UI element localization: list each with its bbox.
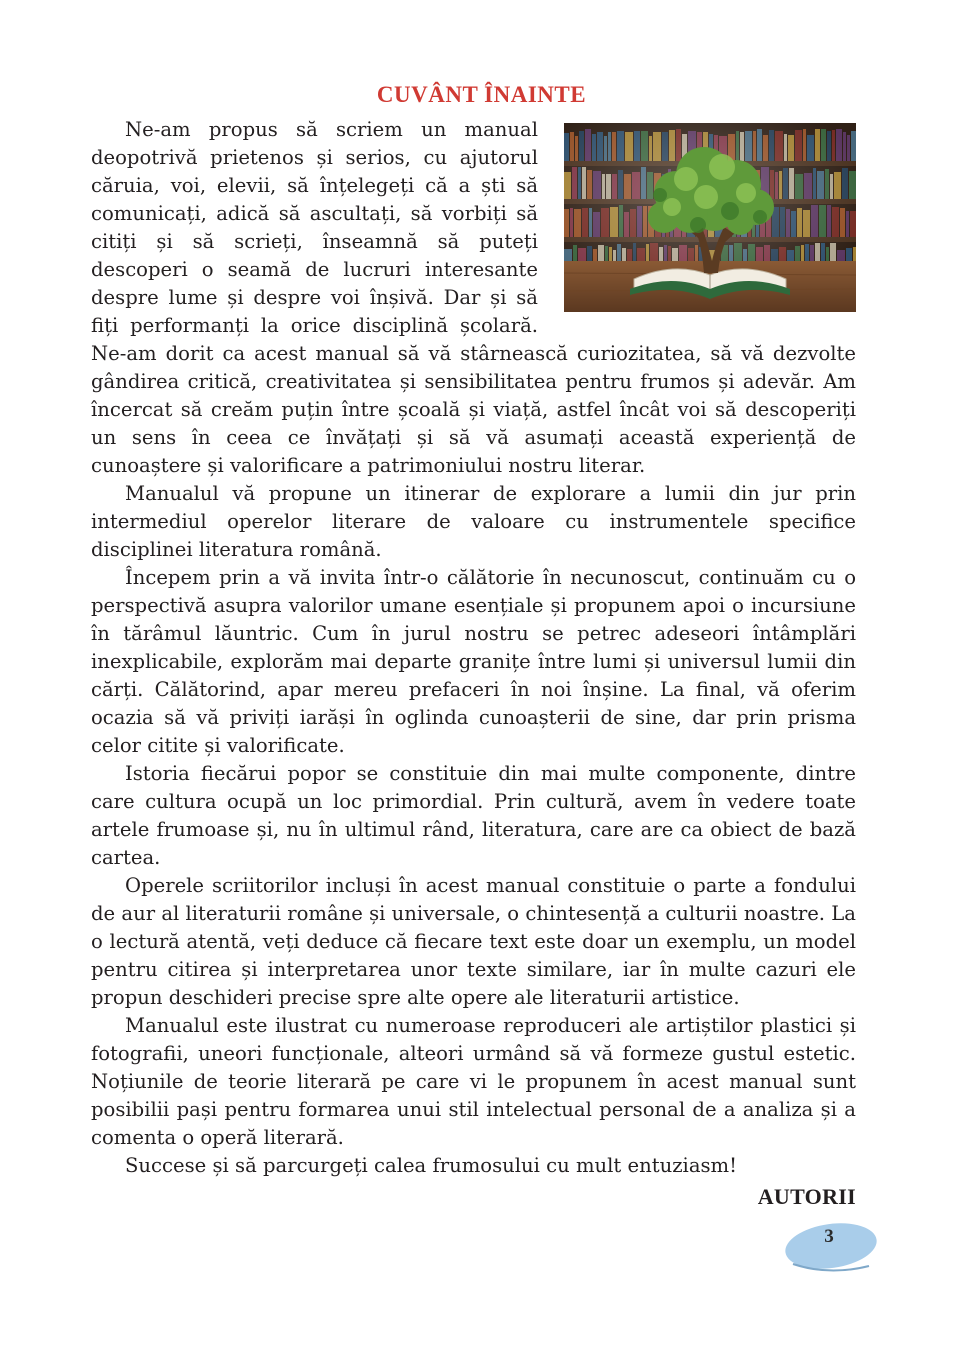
page-number-badge: [785, 1220, 881, 1278]
preface-paragraph-5: Operele scriitorilor incluși în acest manual constituie o parte a fondului de aur al literaturii române și universale, o chintesență a culturii noastre. La o lectură atentă, veți deduce că fiecare text este doar un exemplu, un model pentru citirea și interpretarea unor texte similare, iar în multe cazuri ele propun deschideri precise spre alte opere ale literaturii artistice.: [91, 874, 856, 1009]
preface-body: [91, 116, 856, 1180]
preface-paragraph-1: Ne-am propus să scriem un manual deopotrivă prietenos și serios, cu ajutorul căruia, voi, elevii, să înțelegeți că a ști să comunicați, adică să ascultați, să vorbiți să citiți și să scrieți, înseamnă să puteți descoperi o seamă de lucruri interesante despre lume și despre voi înșivă. Dar și să fiți performanți la orice disciplină școlară. Ne-am dorit ca acest manual să vă stârnească curiozitatea, să vă dezvolte gândirea critică, creativitatea și sensibilitatea pentru frumos și adevăr. Am încercat să creăm puțin între școală și viață, astfel încât voi să descoperiți un sens în ceea ce învățați și să vă asumați această experiență de cunoaștere și valorificare a patrimoniului nostru literar.: [91, 118, 856, 477]
page-number: 3: [824, 1226, 834, 1247]
book-tree-illustration: [564, 123, 856, 312]
preface-paragraph-7: Succese și să parcurgeți calea frumosului cu mult entuziasm!: [125, 1154, 738, 1177]
book-tree-image: [564, 123, 856, 312]
authors-signature: AUTORII: [757, 1184, 856, 1209]
preface-paragraph-4: Istoria fiecărui popor se constituie din mai multe componente, dintre care cultura ocupă un loc primordial. Prin cultură, avem în vedere toate artele frumoase și, nu în ultimul rând, literatura, care are ca obiect de bază cartea.: [91, 762, 856, 869]
preface-paragraph-2: Manualul vă propune un itinerar de explorare a lumii din jur prin intermediul operelor literare de valoare cu instrumentele specifice disciplinei literatura română.: [91, 482, 856, 561]
preface-paragraph-3: Începem prin a vă invita într-o călătorie în necunoscut, continuăm cu o perspectivă asupra valorilor umane esențiale și propunem apoi o incursiune în tărâmul lăuntric. Cum în jurul nostru se petrec adeseori întâmplări inexplicabile, explorăm mai departe granițe între lumi și universul lumii din cărți. Călătorind, apar mereu prefaceri în noi înșine. La final, vă oferim ocazia să vă priviți iarăși în oglinda cunoașterii de sine, dar prin prisma celor citite și valorificate.: [91, 566, 856, 757]
page-title: CUVÂNT ÎNAINTE: [376, 82, 587, 107]
preface-paragraph-6: Manualul este ilustrat cu numeroase reproduceri ale artiștilor plastici și fotografii, uneori funcționale, alteori urmând să vă formeze gustul estetic. Noțiunile de teorie literară pe care vi le propunem în acest manual sunt posibilii pași pentru formarea unui stil intelectual personal de a analiza și a comenta o operă literară.: [91, 1014, 856, 1149]
